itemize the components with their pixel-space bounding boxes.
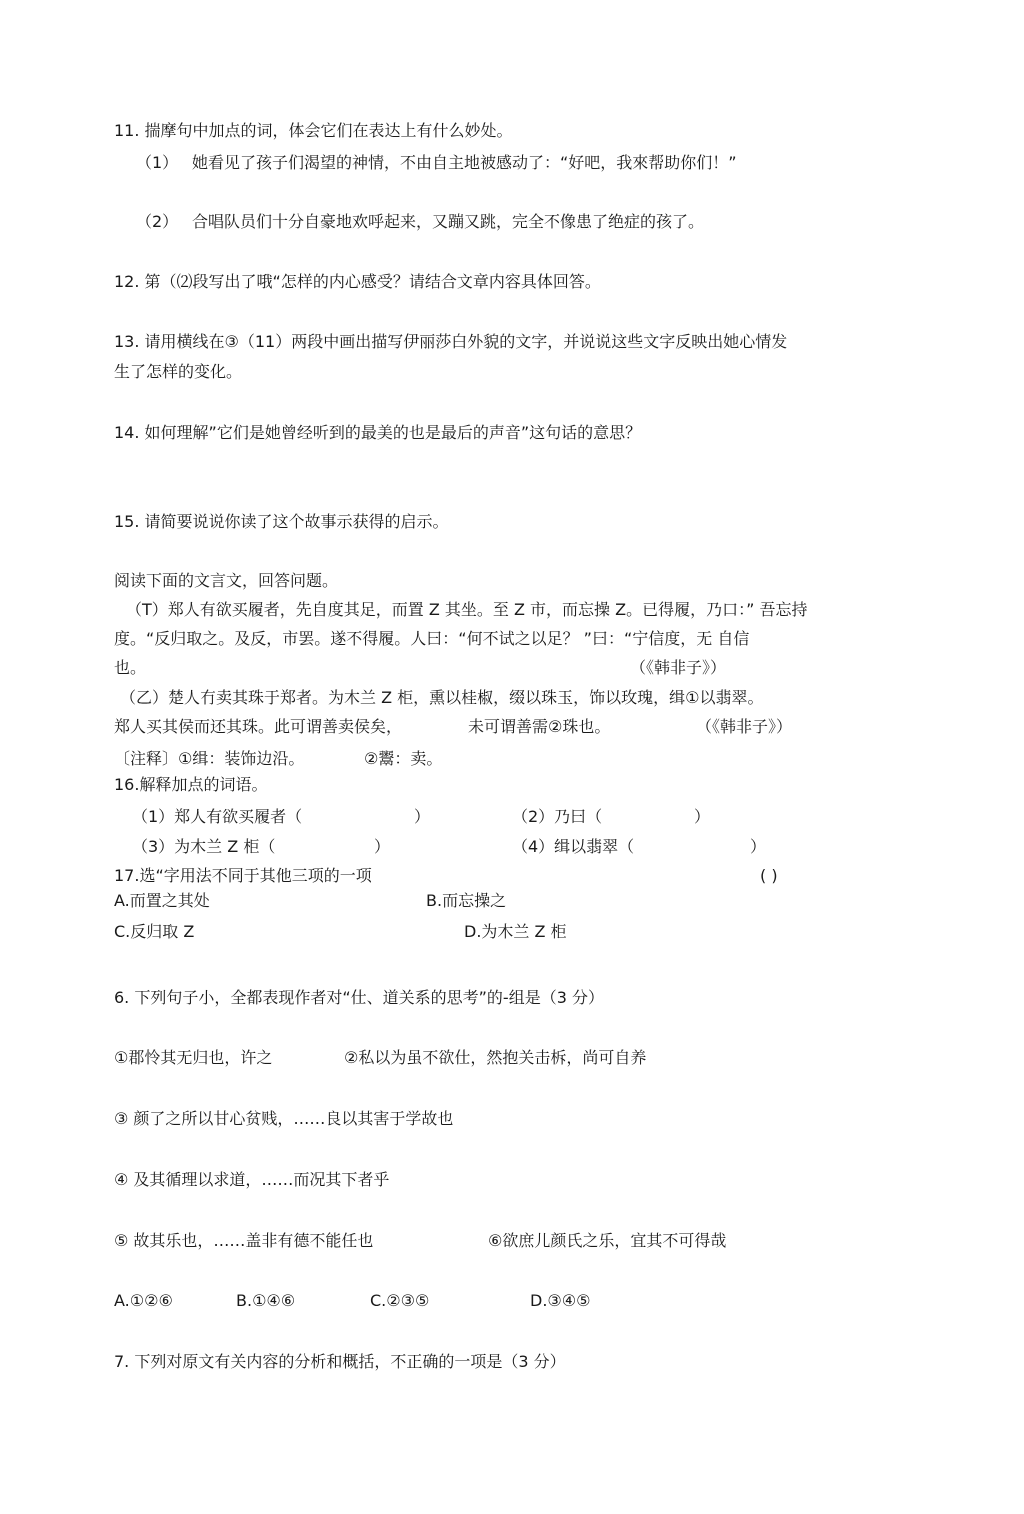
passage-a-line3: 也。: [114, 658, 147, 677]
passage-b-line1: （乙）楚人冇卖其珠于郑者。为木兰 Z 柜，熏以桂椒，缀以珠玉，饰以玫瑰，缉①以翡翠。: [120, 688, 764, 707]
q6-sentence-2: ②私以为虽不欲仕，然抱关击柝，尚可自养: [344, 1048, 647, 1067]
q11-item2-number: （2）: [136, 212, 179, 231]
q13-line2: 生了怎样的变化。: [114, 362, 243, 381]
passage-b-line2b: 未可谓善需②珠也。: [468, 717, 611, 736]
q16-item3: （3）为木兰 Z 柜（: [132, 837, 276, 856]
q11-item1-number: （1）: [136, 153, 179, 172]
q16-title: 16.解释加点的词语。: [114, 775, 268, 794]
q13-line1: 13. 请用横线在③（11）两段中画出描写伊丽莎白外貌的文字，并说说这些文字反映出她心情发: [114, 332, 788, 351]
q6-option-a: A.①②⑥: [114, 1291, 173, 1310]
q16-item2: （2）乃曰（: [512, 807, 603, 826]
notes-a: 〔注释〕①缉：装饰边沿。: [114, 749, 305, 768]
q6-sentence-4: ④ 及其循理以求道，……而况其下者乎: [114, 1170, 390, 1189]
q6-sentence-5: ⑤ 故其乐也，……盖非有德不能任也: [114, 1231, 374, 1250]
q14-text: 14. 如何理解”它们是她曾经听到的最美的也是最后的声音”这句话的意思？: [114, 423, 642, 442]
q16-item4: （4）缉以翡翠（: [512, 837, 635, 856]
q17-title: 17.选“字用法不同于其他三项的一项: [114, 866, 372, 885]
q16-item4-close: ）: [750, 837, 767, 856]
notes-b: ②鬻：卖。: [364, 749, 443, 768]
q11-item1-text: 她看见了孩子们渴望的神情，不由自主地被感动了：“好吧，我來帮助你们！”: [192, 153, 737, 172]
q7-title: 7. 下列对原文有关内容的分析和概括，不正确的一项是（3 分）: [114, 1352, 566, 1371]
q17-option-c: C.反归取 Z: [114, 922, 195, 941]
passage-b-source: （《韩非子》）: [696, 717, 793, 736]
q16-item2-close: ）: [694, 807, 711, 826]
q11-title: 11. 揣摩句中加点的词，体会它们在表达上有什么妙处。: [114, 121, 513, 140]
q6-title: 6. 下列句子小，全都表现作者对“仕、道关系的思考”的-组是（3 分）: [114, 988, 604, 1007]
q12-text: 12. 第（⑵段写出了哦“怎样的内心感受？请结合文章内容具体回答。: [114, 272, 601, 291]
passage-a-line1: （T）郑人有欲买履者，先自度其足，而置 Z 其坐。至 Z 市，而忘操 Z。已得履，乃口：” 吾忘持: [126, 600, 808, 619]
classical-intro: 阅读下面的文言文，回答问题。: [114, 571, 339, 590]
q6-sentence-1: ①郡怜其无归也，许之: [114, 1048, 273, 1067]
q11-item2-text: 合唱队员们十分自豪地欢呼起来，又蹦又跳，完全不像患了绝症的孩了。: [192, 212, 705, 231]
passage-a-line2: 度。“反归取之。及反，市罢。遂不得履。人曰：“何不试之以足？ ”曰：“宁信度，无 自信: [114, 629, 750, 648]
q17-option-d: D.为木兰 Z 柜: [464, 922, 567, 941]
q15-text: 15. 请简要说说你读了这个故事示获得的启示。: [114, 512, 449, 531]
q6-sentence-6: ⑥欲庶儿颜氏之乐，宜其不可得哉: [488, 1231, 727, 1250]
q16-item3-close: ）: [374, 837, 391, 856]
q17-option-a: A.而置之其处: [114, 891, 210, 910]
q6-sentence-3: ③ 颜了之所以甘心贫贱，……良以其害于学故也: [114, 1109, 454, 1128]
q6-option-d: D.③④⑤: [530, 1291, 591, 1310]
passage-a-source: （《韩非子》）: [630, 658, 727, 677]
q16-item1: （1）郑人有欲买履者（: [132, 807, 303, 826]
q6-option-b: B.①④⑥: [236, 1291, 296, 1310]
q16-item1-close: ）: [414, 807, 431, 826]
q17-option-b: B.而忘操之: [426, 891, 507, 910]
passage-b-line2a: 郑人买其侯而还其珠。此可谓善卖侯矣，: [114, 717, 403, 736]
q6-option-c: C.②③⑤: [370, 1291, 430, 1310]
q17-answer-paren: ( ): [760, 866, 778, 885]
